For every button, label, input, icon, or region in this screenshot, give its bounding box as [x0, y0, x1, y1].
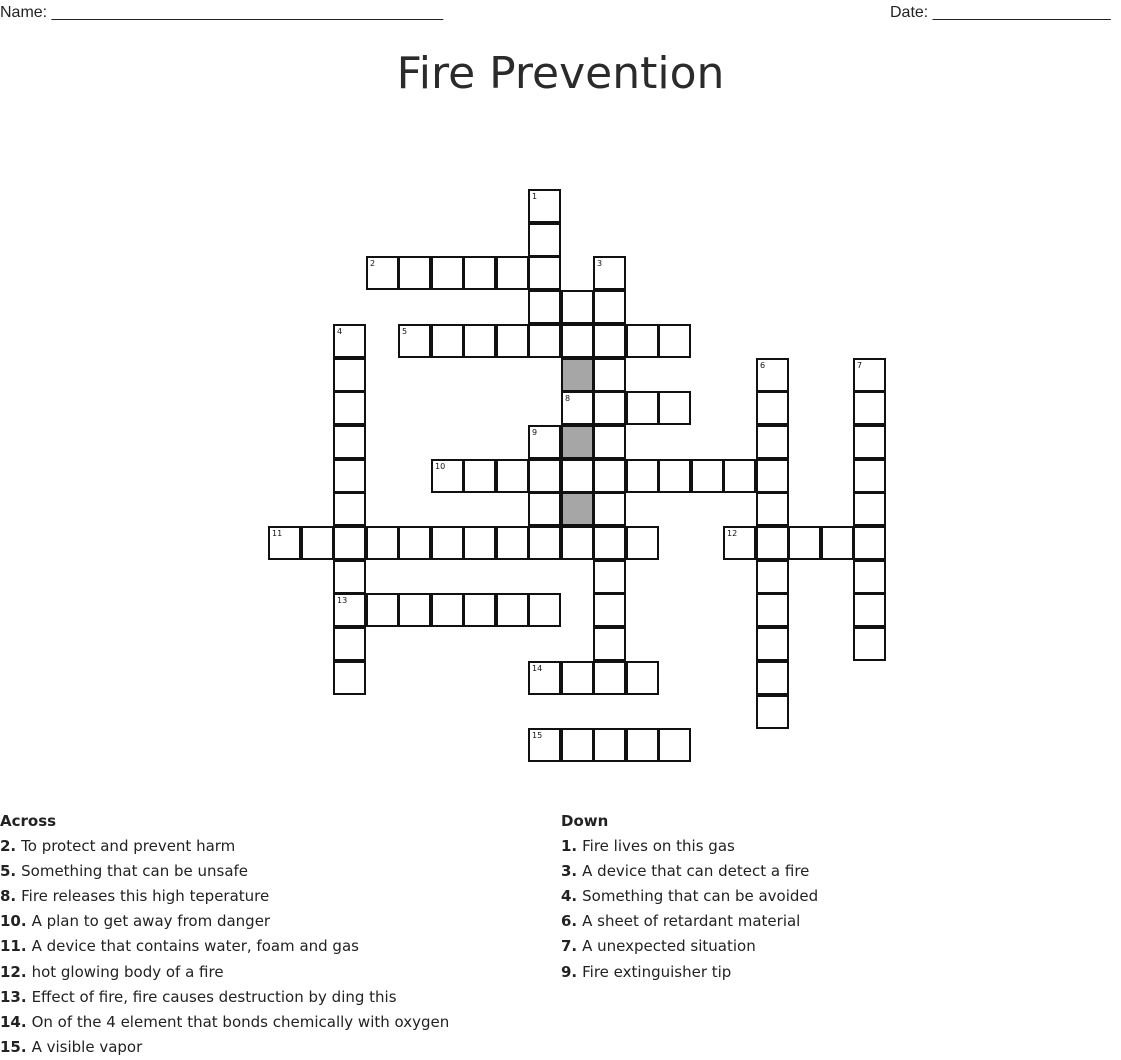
grid-cell[interactable]: [463, 324, 496, 358]
cell-number: 6: [760, 361, 766, 370]
cell-number: 13: [337, 596, 348, 605]
grid-cell[interactable]: [756, 526, 789, 560]
grid-cell[interactable]: [398, 526, 431, 560]
grid-cell[interactable]: [333, 560, 366, 594]
clue-item: [0, 909, 449, 934]
grid-cell[interactable]: [593, 358, 626, 392]
grid-cell[interactable]: [853, 560, 886, 594]
grid-cell[interactable]: [528, 324, 561, 358]
grid-cell[interactable]: [431, 526, 464, 560]
clue-item: [561, 884, 818, 909]
grid-cell[interactable]: [366, 256, 399, 290]
clue-text: Something that can be unsafe: [21, 862, 249, 881]
grid-cell[interactable]: [691, 459, 724, 493]
clue-item: [561, 834, 818, 859]
clue-text: A visible vapor: [31, 1037, 143, 1056]
cell-number: 8: [565, 394, 571, 403]
grid-cell[interactable]: [528, 526, 561, 560]
grid-cell[interactable]: [788, 526, 821, 560]
down-clue-list: [561, 834, 818, 985]
grid-cell[interactable]: [528, 256, 561, 290]
grid-cell[interactable]: [593, 425, 626, 459]
clue-number: 4.: [561, 887, 578, 906]
grid-cell[interactable]: [593, 526, 626, 560]
grid-cell[interactable]: [756, 560, 789, 594]
grid-cell[interactable]: [496, 459, 529, 493]
clue-number: 12.: [0, 962, 27, 981]
grid-cell[interactable]: [593, 627, 626, 661]
clue-item: [0, 834, 449, 859]
grid-cell[interactable]: [496, 324, 529, 358]
grid-cell[interactable]: [593, 391, 626, 425]
grid-cell[interactable]: [593, 661, 626, 695]
cell-number: 10: [435, 462, 446, 471]
grid-cell[interactable]: [561, 391, 594, 425]
grid-cell[interactable]: [821, 526, 854, 560]
grid-cell[interactable]: [756, 492, 789, 526]
grid-cell[interactable]: [756, 391, 789, 425]
grid-cell[interactable]: [626, 661, 659, 695]
clue-text: Fire extinguisher tip: [582, 962, 732, 981]
clue-text: A plan to get away from danger: [31, 912, 271, 931]
grid-cell[interactable]: [528, 728, 561, 762]
grid-cell[interactable]: [528, 459, 561, 493]
shaded-cell: [561, 425, 594, 459]
clue-number: 8.: [0, 887, 17, 906]
clue-item: [561, 859, 818, 884]
shaded-cell: [561, 492, 594, 526]
grid-cell[interactable]: [853, 526, 886, 560]
grid-cell[interactable]: [496, 526, 529, 560]
grid-cell[interactable]: [561, 459, 594, 493]
grid-cell[interactable]: [528, 492, 561, 526]
grid-cell[interactable]: [301, 526, 334, 560]
cell-number: 15: [532, 731, 543, 740]
clue-item: [0, 985, 449, 1010]
grid-cell[interactable]: [333, 425, 366, 459]
date-field: Date: ____________________: [890, 4, 1111, 21]
grid-cell[interactable]: [756, 695, 789, 729]
page-title: Fire Prevention: [396, 48, 725, 99]
clue-number: 15.: [0, 1037, 27, 1056]
grid-cell[interactable]: [528, 425, 561, 459]
grid-cell[interactable]: [463, 256, 496, 290]
clue-text: hot glowing body of a fire: [31, 962, 224, 981]
cell-number: 11: [272, 529, 283, 538]
clue-text: To protect and prevent harm: [21, 837, 236, 856]
grid-cell[interactable]: [658, 324, 691, 358]
cell-number: 2: [370, 259, 376, 268]
grid-cell[interactable]: [756, 358, 789, 392]
grid-cell[interactable]: [626, 391, 659, 425]
grid-cell[interactable]: [333, 526, 366, 560]
clue-number: 14.: [0, 1012, 27, 1031]
grid-cell[interactable]: [593, 492, 626, 526]
grid-cell[interactable]: [333, 324, 366, 358]
grid-cell[interactable]: [398, 324, 431, 358]
clue-text: A unexpected situation: [582, 937, 756, 956]
clue-number: 2.: [0, 837, 17, 856]
grid-cell[interactable]: [398, 256, 431, 290]
grid-cell[interactable]: [593, 560, 626, 594]
grid-cell[interactable]: [853, 358, 886, 392]
clue-item: [0, 859, 449, 884]
grid-cell[interactable]: [463, 526, 496, 560]
grid-cell[interactable]: [626, 324, 659, 358]
clue-number: 1.: [561, 837, 578, 856]
grid-cell[interactable]: [593, 324, 626, 358]
clue-text: On of the 4 element that bonds chemically with oxygen: [31, 1012, 450, 1031]
clue-text: A device that can detect a fire: [582, 862, 810, 881]
clue-item: [0, 1035, 449, 1060]
clue-item: [0, 960, 449, 985]
grid-cell[interactable]: [561, 661, 594, 695]
grid-cell[interactable]: [593, 728, 626, 762]
grid-cell[interactable]: [756, 661, 789, 695]
grid-cell[interactable]: [333, 492, 366, 526]
clue-number: 10.: [0, 912, 27, 931]
grid-cell[interactable]: [561, 526, 594, 560]
clue-text: A device that contains water, foam and gas: [31, 937, 359, 956]
grid-cell[interactable]: [756, 593, 789, 627]
grid-cell[interactable]: [593, 459, 626, 493]
grid-cell[interactable]: [496, 256, 529, 290]
grid-cell[interactable]: [593, 593, 626, 627]
across-clue-list: [0, 834, 449, 1060]
grid-cell[interactable]: [756, 459, 789, 493]
cell-number: 5: [402, 327, 408, 336]
clue-text: Something that can be avoided: [582, 887, 819, 906]
grid-cell[interactable]: [853, 391, 886, 425]
grid-cell[interactable]: [496, 593, 529, 627]
down-heading: Down: [561, 812, 609, 830]
grid-cell[interactable]: [333, 459, 366, 493]
grid-cell[interactable]: [463, 459, 496, 493]
grid-cell[interactable]: [431, 324, 464, 358]
grid-cell[interactable]: [756, 627, 789, 661]
clue-item: [561, 909, 818, 934]
grid-cell[interactable]: [853, 459, 886, 493]
grid-cell[interactable]: [723, 459, 756, 493]
clue-number: 5.: [0, 862, 17, 881]
grid-cell[interactable]: [853, 492, 886, 526]
grid-cell[interactable]: [756, 425, 789, 459]
clue-text: Effect of fire, fire causes destruction by ding this: [31, 987, 397, 1006]
grid-cell[interactable]: [853, 627, 886, 661]
clue-number: 11.: [0, 937, 27, 956]
grid-cell[interactable]: [431, 593, 464, 627]
cell-number: 1: [532, 192, 538, 201]
grid-cell[interactable]: [658, 459, 691, 493]
grid-cell[interactable]: [333, 391, 366, 425]
clue-number: 3.: [561, 862, 578, 881]
grid-cell[interactable]: [658, 391, 691, 425]
grid-cell[interactable]: [431, 459, 464, 493]
name-field: Name: ____________________________________________: [0, 4, 444, 21]
grid-cell[interactable]: [528, 661, 561, 695]
across-clues: [0, 809, 449, 1060]
grid-cell[interactable]: [853, 425, 886, 459]
clue-text: Fire releases this high teperature: [21, 887, 270, 906]
cell-number: 9: [532, 428, 538, 437]
grid-cell[interactable]: [626, 526, 659, 560]
clue-number: 13.: [0, 987, 27, 1006]
grid-cell[interactable]: [593, 256, 626, 290]
shaded-cell: [561, 358, 594, 392]
grid-cell[interactable]: [333, 661, 366, 695]
grid-cell[interactable]: [723, 526, 756, 560]
grid-cell[interactable]: [626, 459, 659, 493]
grid-cell[interactable]: [626, 728, 659, 762]
grid-cell[interactable]: [366, 593, 399, 627]
grid-cell[interactable]: [528, 189, 561, 223]
clue-text: Fire lives on this gas: [582, 837, 735, 856]
grid-cell[interactable]: [333, 358, 366, 392]
grid-cell[interactable]: [398, 593, 431, 627]
clue-item: [0, 884, 449, 909]
grid-cell[interactable]: [431, 256, 464, 290]
grid-cell[interactable]: [528, 593, 561, 627]
clue-item: [0, 1010, 449, 1035]
grid-cell[interactable]: [528, 290, 561, 324]
grid-cell[interactable]: [528, 223, 561, 257]
grid-cell[interactable]: [658, 728, 691, 762]
grid-cell[interactable]: [561, 324, 594, 358]
cell-number: 4: [337, 327, 343, 336]
grid-cell[interactable]: [463, 593, 496, 627]
clue-item: [561, 934, 818, 959]
grid-cell[interactable]: [593, 290, 626, 324]
clue-item: [0, 934, 449, 959]
grid-cell[interactable]: [853, 593, 886, 627]
across-heading: Across: [0, 812, 57, 830]
grid-cell[interactable]: [268, 526, 301, 560]
grid-cell[interactable]: [333, 627, 366, 661]
grid-cell[interactable]: [333, 593, 366, 627]
grid-cell[interactable]: [561, 290, 594, 324]
clue-number: 7.: [561, 937, 578, 956]
cell-number: 12: [727, 529, 738, 538]
grid-cell[interactable]: [366, 526, 399, 560]
clue-number: 9.: [561, 962, 578, 981]
cell-number: 7: [857, 361, 863, 370]
cell-number: 3: [597, 259, 603, 268]
clue-text: A sheet of retardant material: [582, 912, 801, 931]
cell-number: 14: [532, 664, 543, 673]
grid-cell[interactable]: [561, 728, 594, 762]
clue-number: 6.: [561, 912, 578, 931]
clue-item: [561, 960, 818, 985]
down-clues: [561, 809, 818, 985]
